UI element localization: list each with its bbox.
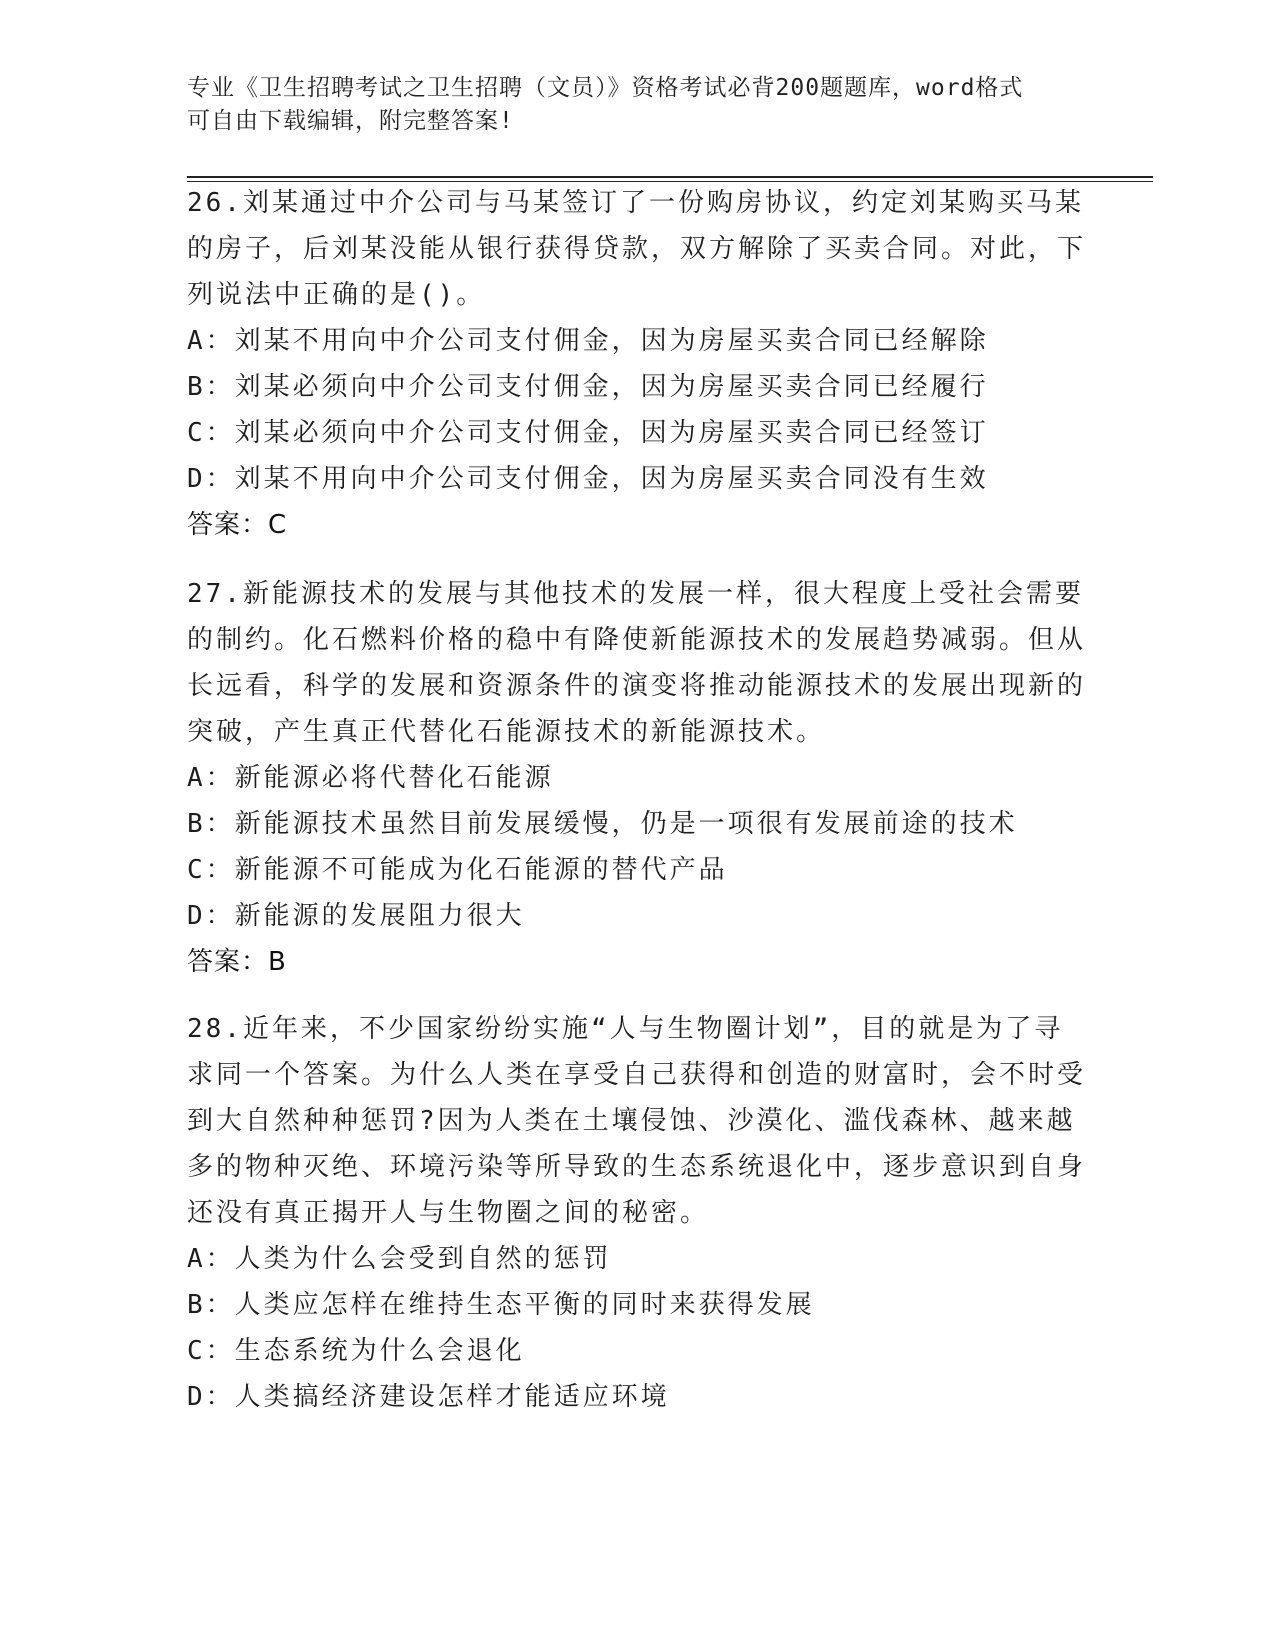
option-c: C：新能源不可能成为化石能源的替代产品 <box>187 855 728 885</box>
option-c: C：生态系统为什么会退化 <box>187 1336 525 1366</box>
question-28 <box>187 1006 1087 1420</box>
question-stem: 26.刘某通过中介公司与马某签订了一份购房协议，约定刘某购买马某的房子，后刘某没能从银行获得贷款，双方解除了买卖合同。对此，下列说法中正确的是()。 <box>187 188 1087 310</box>
option-b: B：刘某必须向中介公司支付佣金，因为房屋买卖合同已经履行 <box>187 372 989 402</box>
question-26 <box>187 180 1087 548</box>
answer-line <box>187 939 1087 985</box>
header-line-2: 可自由下载编辑，附完整答案! <box>187 108 514 134</box>
answer-label: 答案： <box>187 947 269 977</box>
option-b: B：新能源技术虽然目前发展缓慢，仍是一项很有发展前途的技术 <box>187 809 1018 839</box>
question-27 <box>187 571 1087 985</box>
header-line-1: 专业《卫生招聘考试之卫生招聘（文员）》资格考试必背200题题库，word格式 <box>187 75 1024 101</box>
option-a: A：刘某不用向中介公司支付佣金，因为房屋买卖合同已经解除 <box>187 326 989 356</box>
answer-value: B <box>268 947 287 977</box>
answer-value: C <box>268 510 288 540</box>
question-stem: 28.近年来，不少国家纷纷实施“人与生物圈计划”，目的就是为了寻求同一个答案。为什么人类在享受自己获得和创造的财富时，会不时受到大自然种种惩罚?因为人类在土壤侵蚀、沙漠化、滥伐森林、越来越多的物种灭绝、环境污染等所导致的生态系统退化中，逐步意识到自身还没有真正揭开人与生物圈之间的秘密。 <box>187 1014 1087 1228</box>
option-a: A：新能源必将代替化石能源 <box>187 763 554 793</box>
option-d: D：新能源的发展阻力很大 <box>187 901 525 931</box>
question-stem: 27.新能源技术的发展与其他技术的发展一样，很大程度上受社会需要的制约。化石燃料价格的稳中有降使新能源技术的发展趋势减弱。但从长远看，科学的发展和资源条件的演变将推动能源技术的发展出现新的突破，产生真正代替化石能源技术的新能源技术。 <box>187 579 1087 747</box>
answer-line <box>187 502 1087 548</box>
option-c: C：刘某必须向中介公司支付佣金，因为房屋买卖合同已经签订 <box>187 418 989 448</box>
option-d: D：人类搞经济建设怎样才能适应环境 <box>187 1382 670 1412</box>
document-header <box>187 72 1087 138</box>
option-d: D：刘某不用向中介公司支付佣金，因为房屋买卖合同没有生效 <box>187 464 989 494</box>
answer-label: 答案： <box>187 510 269 540</box>
option-a: A：人类为什么会受到自然的惩罚 <box>187 1244 612 1274</box>
option-b: B：人类应怎样在维持生态平衡的同时来获得发展 <box>187 1290 815 1320</box>
